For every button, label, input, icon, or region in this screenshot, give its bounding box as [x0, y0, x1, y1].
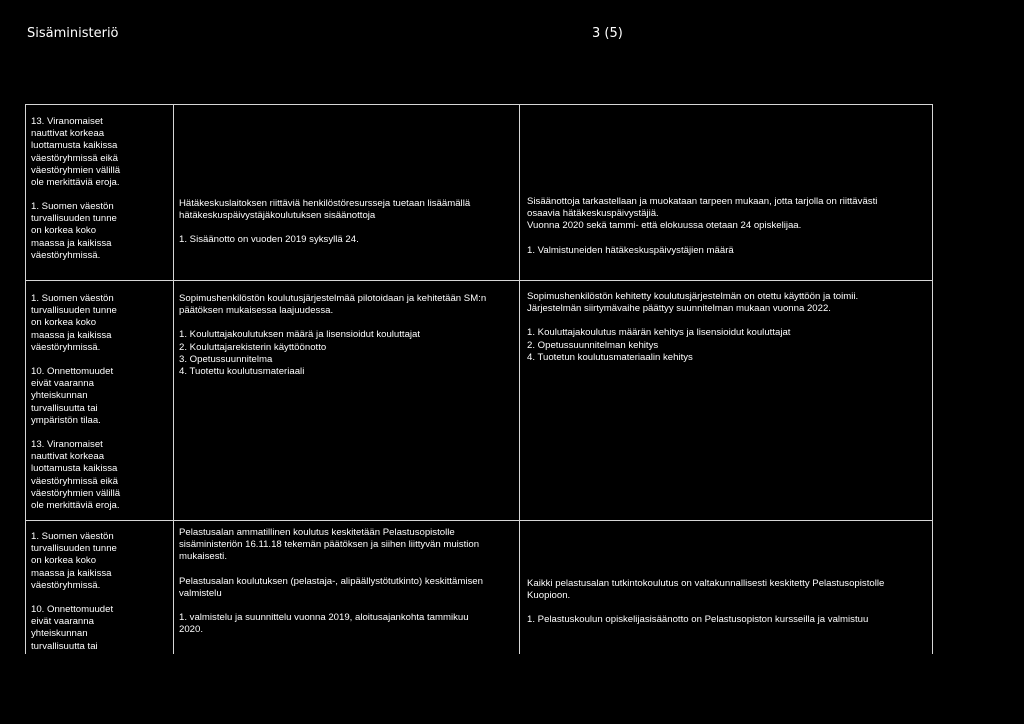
goal-cell — [31, 201, 171, 262]
goal-text: 10. Onnettomuudet eivät vaaranna yhteiskunnan turvallisuutta tai ympäristön tilaa. — [31, 366, 114, 426]
action-text: Hätäkeskuslaitoksen riittäviä henkilöstöresursseja tuetaan lisäämällä hätäkeskuspäivystäjäkoulutuksen sisäänottoja — [179, 198, 471, 222]
indicator-text: 1. Kouluttajakoulutus määrän kehitys ja lisensioidut kouluttajat 2. Opetussuunnitelman kehitys 4. Tuotetun koulutusmateriaalin kehitys — [527, 327, 791, 363]
goal-text: 1. Suomen väestön turvallisuuden tunne on korkea koko maassa ja kaikissa väestöryhmissä. — [31, 531, 117, 591]
indicator-text: 1. Pelastuskoulun opiskelijasisäänotto on Pelastusopiston kursseilla ja valmistuu — [527, 614, 869, 626]
action-cell — [179, 198, 517, 247]
table-border-left — [25, 104, 26, 654]
action-cell — [179, 527, 517, 636]
goal-text: 10. Onnettomuudet eivät vaaranna yhteiskunnan turvallisuutta tai — [31, 604, 114, 652]
indicator-text: Sopimushenkilöstön kehitetty koulutusjärjestelmän on otettu käyttöön ja toimii. Järjestelmän siirtymävaihe päättyy suunnitelman mukaan vuonna 2022. — [527, 291, 859, 315]
goal-text: 1. Suomen väestön turvallisuuden tunne on korkea koko maassa ja kaikissa väestöryhmissä. — [31, 293, 117, 353]
ministry-title: Sisäministeriö — [27, 26, 119, 41]
goal-cell — [31, 293, 171, 512]
table-border-right — [932, 104, 933, 654]
column-divider-2 — [519, 104, 520, 654]
action-text: Sopimushenkilöstön koulutusjärjestelmää pilotoidaan ja kehitetään SM:n päätöksen mukaisessa laajuudessa. — [179, 293, 487, 317]
table-border-top — [25, 104, 933, 105]
goal-text: 13. Viranomaiset nauttivat korkeaa luottamusta kaikissa väestöryhmissä eikä väestöryhmien välillä ole merkittäviä eroja. — [31, 439, 121, 512]
action-text: 1. Sisäänotto on vuoden 2019 syksyllä 24. — [179, 234, 359, 246]
action-text: 1. valmistelu ja suunnittelu vuonna 2019, aloitusajankohta tammikuu 2020. — [179, 612, 469, 636]
indicator-cell — [527, 578, 930, 627]
page-number: 3 (5) — [592, 26, 623, 41]
goal-text: 1. Suomen väestön turvallisuuden tunne on korkea koko maassa ja kaikissa väestöryhmissä. — [31, 201, 117, 261]
action-cell — [179, 293, 517, 378]
indicator-cell — [527, 196, 930, 257]
column-divider-1 — [173, 104, 174, 654]
indicator-text: 1. Valmistuneiden hätäkeskuspäivystäjien määrä — [527, 244, 734, 256]
indicator-text: Sisäänottoja tarkastellaan ja muokataan tarpeen mukaan, jotta tarjolla on riittävästi osaavia hätäkeskuspäivystäjiä. Vuonna 2020 sekä tammi- että elokuussa otetaan 24 opiskelijaa. — [527, 196, 878, 232]
goal-cell — [31, 116, 171, 189]
action-text: Pelastusalan koulutuksen (pelastaja-, alipäällystötutkinto) keskittämisen valmistelu — [179, 575, 483, 599]
goal-cell — [31, 531, 171, 653]
row-divider-2 — [25, 520, 933, 521]
indicator-cell — [527, 291, 930, 364]
indicator-text: Kaikki pelastusalan tutkintokoulutus on valtakunnallisesti keskitetty Pelastusopistolle Kuopioon. — [527, 578, 885, 602]
goal-text: 13. Viranomaiset nauttivat korkeaa luottamusta kaikissa väestöryhmissä eikä väestöryhmien välillä ole merkittäviä eroja. — [31, 116, 121, 189]
row-divider-1 — [25, 280, 933, 281]
action-text: Pelastusalan ammatillinen koulutus keskitetään Pelastusopistolle sisäministeriön 16.11.18 tekemän päätöksen ja siihen liittyvän muistion mukaisesti. — [179, 527, 480, 563]
action-text: 1. Kouluttajakoulutuksen määrä ja lisensioidut kouluttajat 2. Kouluttajarekisterin käyttöönotto 3. Opetussuunnitelma 4. Tuotettu koulutusmateriaali — [179, 329, 421, 378]
